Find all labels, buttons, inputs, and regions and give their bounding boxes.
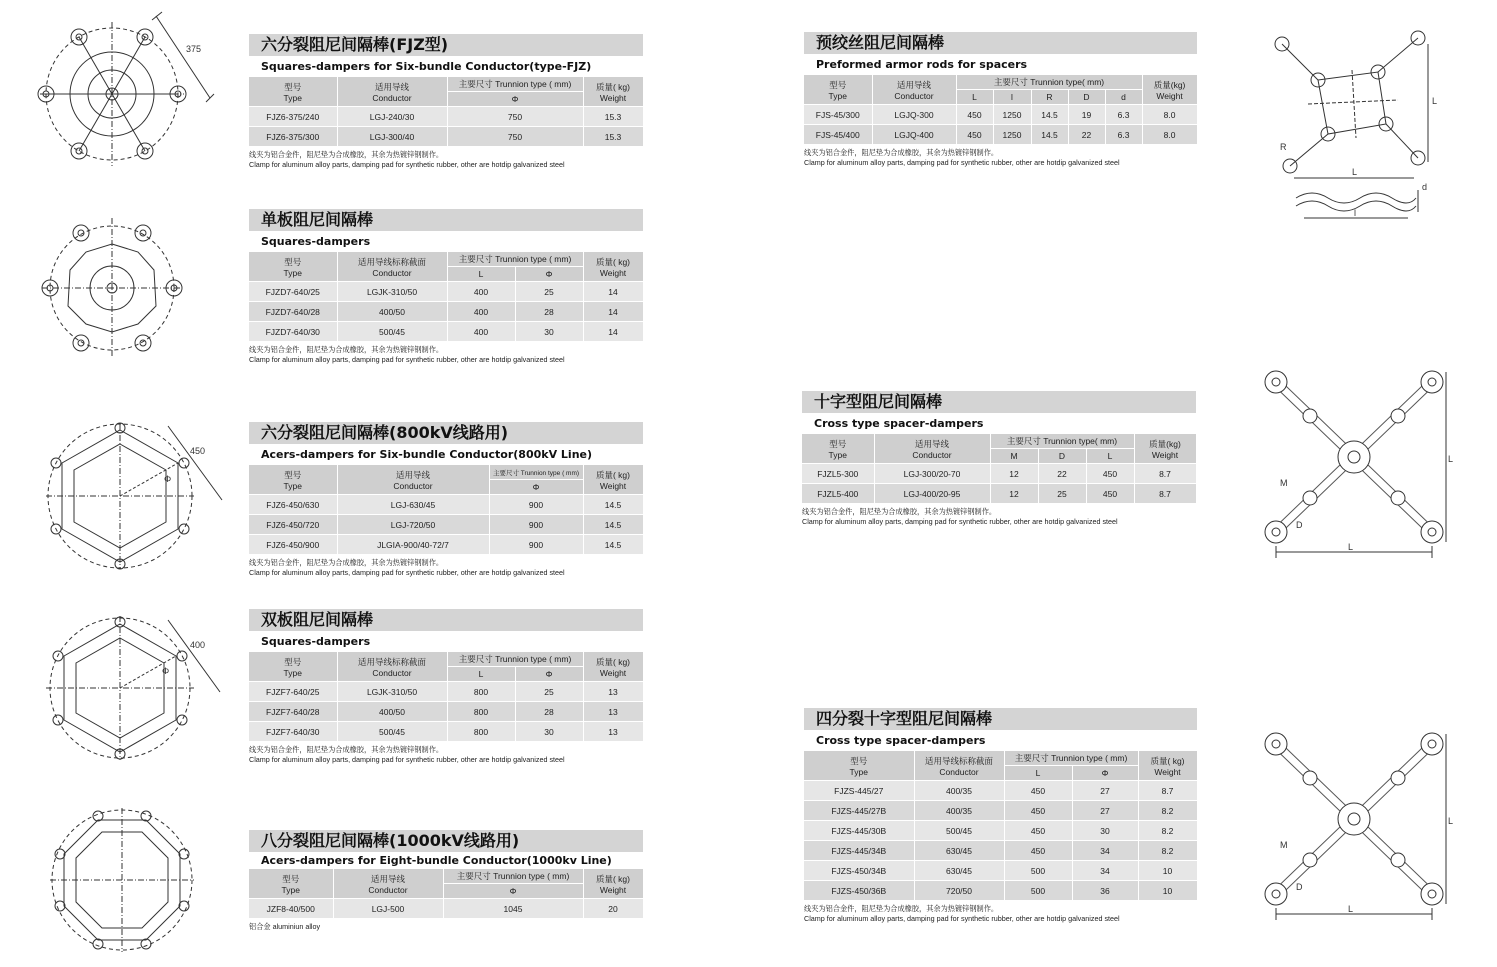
header-type: 型号 Type: [804, 75, 872, 105]
dimension-d-label: d: [1422, 182, 1428, 192]
header-D: D: [1038, 449, 1086, 464]
dimension-L2-label: L: [1348, 542, 1354, 552]
header-phi: Φ: [443, 884, 583, 899]
section-title: 预绞丝阻尼间隔棒: [804, 32, 1197, 54]
section-cross-type-spacer: [802, 391, 1196, 527]
dimension-L-label: L: [1448, 816, 1454, 826]
table-row: FJZD7-640/28 400/50 400 28 14: [249, 302, 643, 322]
dimension-label: 375: [186, 44, 202, 54]
header-dimensions: 主要尺寸 Trunnion type( mm): [956, 75, 1142, 90]
note: 线夹为铝合金件，阻尼垫为合成橡胶，其余为热镀锌钢制作。 Clamp for aluminum alloy parts, damping pad for synthetic rubber, other are hotdip galvanized steel: [249, 150, 565, 169]
note: 线夹为铝合金件，阻尼垫为合成橡胶，其余为热镀锌钢制作。 Clamp for aluminum alloy parts, damping pad for synthetic rubber, other are hotdip galvanized steel: [249, 745, 565, 764]
header-weight: 质量(kg) Weight: [1134, 434, 1196, 464]
header-conductor: 适用导线 Conductor: [337, 77, 447, 107]
table-row: FJZD7-640/30 500/45 400 30 14: [249, 322, 643, 342]
section-subtitle: Squares-dampers: [261, 635, 371, 648]
header-dimensions: 主要尺寸 Trunnion type ( mm): [443, 869, 583, 884]
spec-table: [249, 77, 644, 147]
header-dimensions: 主要尺寸 Trunnion type ( mm): [489, 465, 583, 480]
header-phi: Φ: [489, 480, 583, 495]
section-subtitle: Acers-dampers for Six-bundle Conductor(800kV Line): [261, 448, 593, 461]
dimension-L-label: L: [1448, 454, 1454, 464]
header-L: L: [447, 267, 515, 282]
header-type: 型号 Type: [802, 434, 874, 464]
table-row: JZF8-40/500 LGJ-500 1045 20: [249, 899, 643, 919]
header-type: 型号 Type: [249, 465, 337, 495]
phi-label: Φ: [162, 666, 170, 676]
header-conductor: 适用导线 Conductor: [872, 75, 956, 105]
section-1000kv-eight-bundle: [249, 830, 643, 932]
header-R: R: [1031, 90, 1068, 105]
header-conductor: 适用导线标称截面 Conductor: [914, 751, 1004, 781]
header-conductor: 适用导线 Conductor: [874, 434, 990, 464]
header-dimensions: 主要尺寸 Trunnion type ( mm): [447, 77, 583, 92]
table-row: FJZF7-640/25 LGJK-310/50 800 25 13: [249, 682, 643, 702]
table-row: FJZS-445/30B 500/45 450 30 8.2: [804, 821, 1197, 841]
table-row: FJZ6-450/630 LGJ-630/45 900 14.5: [249, 495, 643, 515]
table-row: FJZS-450/36B 720/50 500 36 10: [804, 881, 1197, 901]
header-L: L: [1004, 766, 1072, 781]
header-weight: 质量( kg) Weight: [583, 465, 643, 495]
header-type: 型号 Type: [249, 252, 337, 282]
section-subtitle: Acers-dampers for Eight-bundle Conductor(1000kv Line): [261, 854, 612, 867]
table-row: FJZL5-400 LGJ-400/20-95 12 25 450 8.7: [802, 484, 1196, 504]
header-type: 型号 Type: [249, 652, 337, 682]
dimension-D-label: D: [1296, 520, 1303, 530]
header-weight: 质量(kg) Weight: [1142, 75, 1197, 105]
header-l: l: [993, 90, 1031, 105]
drawing-fjz-six-bundle: [28, 8, 228, 178]
header-phi: Φ: [1072, 766, 1138, 781]
header-dimensions: 主要尺寸 Trunnion type ( mm): [1004, 751, 1138, 766]
header-phi: Φ: [515, 267, 583, 282]
section-title: 八分裂阻尼间隔棒(1000kV线路用): [249, 830, 643, 852]
header-conductor: 适用导线 Conductor: [337, 465, 489, 495]
section-single-plate-damper: [249, 209, 643, 365]
dimension-D-label: D: [1296, 882, 1303, 892]
drawing-single-plate-damper: [28, 208, 228, 368]
section-subtitle: Squares-dampers for Six-bundle Conductor(type-FJZ): [261, 60, 592, 73]
section-subtitle: Cross type spacer-dampers: [816, 734, 986, 747]
header-L: L: [1086, 449, 1134, 464]
header-type: 型号 Type: [249, 869, 333, 899]
drawing-four-bundle-cross-spacer: [1256, 722, 1456, 932]
header-L: L: [956, 90, 993, 105]
header-conductor: 适用导线 Conductor: [333, 869, 443, 899]
table-row: FJZ6-450/720 LGJ-720/50 900 14.5: [249, 515, 643, 535]
table-row: FJZS-445/27 400/35 450 27 8.7: [804, 781, 1197, 801]
table-row: FJZD7-640/25 LGJK-310/50 400 25 14: [249, 282, 643, 302]
spec-table: [804, 751, 1198, 901]
dimension-M-label: M: [1280, 840, 1288, 850]
spec-table: [249, 652, 644, 742]
table-row: FJZL5-300 LGJ-300/20-70 12 22 450 8.7: [802, 464, 1196, 484]
spec-table: [249, 869, 644, 919]
table-row: FJZ6-450/900 JLGIA-900/40-72/7 900 14.5: [249, 535, 643, 555]
header-weight: 质量( kg) Weight: [1138, 751, 1197, 781]
table-row: FJZF7-640/28 400/50 800 28 13: [249, 702, 643, 722]
header-L: L: [447, 667, 515, 682]
dimension-L2-label: L: [1348, 904, 1354, 914]
table-row: FJZ6-375/240 LGJ-240/30 750 15.3: [249, 107, 643, 127]
section-double-plate-damper: [249, 609, 643, 765]
header-phi: Φ: [447, 92, 583, 107]
section-subtitle: Cross type spacer-dampers: [814, 417, 984, 430]
note: 线夹为铝合金件，阻尼垫为合成橡胶，其余为热镀锌钢制作。 Clamp for aluminum alloy parts, damping pad for synthetic rubber, other are hotdip galvanized steel: [802, 507, 1118, 526]
section-title: 十字型阻尼间隔棒: [802, 391, 1196, 413]
header-weight: 质量( kg) Weight: [583, 652, 643, 682]
phi-label: Φ: [164, 474, 172, 484]
dimension-l-label: l: [1354, 208, 1356, 218]
note: 线夹为铝合金件，阻尼垫为合成橡胶，其余为热镀锌钢制作。 Clamp for aluminum alloy parts, damping pad for synthetic rubber, other are hotdip galvanized steel: [249, 558, 565, 577]
header-conductor: 适用导线标称截面 Conductor: [337, 252, 447, 282]
drawing-800kv-six-bundle: [28, 418, 228, 578]
dimension-L2-label: L: [1352, 167, 1358, 177]
header-dimensions: 主要尺寸 Trunnion type( mm): [990, 434, 1134, 449]
header-type: 型号 Type: [249, 77, 337, 107]
header-d: d: [1105, 90, 1142, 105]
section-subtitle: Preformed armor rods for spacers: [816, 58, 1028, 71]
header-dimensions: 主要尺寸 Trunnion type ( mm): [447, 652, 583, 667]
header-conductor: 适用导线标称截面 Conductor: [337, 652, 447, 682]
table-row: FJZF7-640/30 500/45 800 30 13: [249, 722, 643, 742]
table-row: FJZS-445/34B 630/45 450 34 8.2: [804, 841, 1197, 861]
drawing-cross-type-spacer: [1256, 360, 1456, 570]
header-weight: 质量( kg) Weight: [583, 252, 643, 282]
note: 线夹为铝合金件，阻尼垫为合成橡胶，其余为热镀锌钢制作。 Clamp for aluminum alloy parts, damping pad for synthetic rubber, other are hotdip galvanized steel: [804, 148, 1120, 167]
table-row: FJS-45/400 LGJQ-400 450 1250 14.5 22 6.3 8.0: [804, 125, 1197, 145]
spec-table: [249, 465, 644, 555]
table-row: FJZ6-375/300 LGJ-300/40 750 15.3: [249, 127, 643, 147]
table-row: FJS-45/300 LGJQ-300 450 1250 14.5 19 6.3 8.0: [804, 105, 1197, 125]
drawing-double-plate-damper: [28, 610, 228, 770]
spec-table: [802, 434, 1197, 504]
header-dimensions: 主要尺寸 Trunnion type ( mm): [447, 252, 583, 267]
header-D: D: [1068, 90, 1105, 105]
section-title: 六分裂阻尼间隔棒(FJZ型): [249, 34, 643, 56]
header-weight: 质量( kg) Weight: [583, 77, 643, 107]
note: 线夹为铝合金件，阻尼垫为合成橡胶，其余为热镀锌钢制作。 Clamp for aluminum alloy parts, damping pad for synthetic rubber, other are hotdip galvanized steel: [804, 904, 1120, 923]
section-preformed-armor-rods: [804, 32, 1197, 168]
dimension-label: 450: [190, 446, 206, 456]
header-type: 型号 Type: [804, 751, 914, 781]
dimension-R-label: R: [1280, 142, 1287, 152]
dimension-L-label: L: [1432, 96, 1438, 106]
drawing-preformed-armor-rods: [1268, 30, 1448, 230]
section-title: 六分裂阻尼间隔棒(800kV线路用): [249, 422, 643, 444]
section-four-bundle-cross-spacer: [804, 708, 1197, 924]
section-800kv-six-bundle: [249, 422, 643, 578]
spec-table: [804, 75, 1198, 145]
spec-table: [249, 252, 644, 342]
table-row: FJZS-445/27B 400/35 450 27 8.2: [804, 801, 1197, 821]
section-title: 四分裂十字型阻尼间隔棒: [804, 708, 1197, 730]
note: 铝合金 aluminiun alloy: [249, 922, 321, 931]
header-M: M: [990, 449, 1038, 464]
note: 线夹为铝合金件，阻尼垫为合成橡胶，其余为热镀锌钢制作。 Clamp for aluminum alloy parts, damping pad for synthetic rubber, other are hotdip galvanized steel: [249, 345, 565, 364]
dimension-M-label: M: [1280, 478, 1288, 488]
header-phi: Φ: [515, 667, 583, 682]
section-fjz-six-bundle: [249, 34, 643, 170]
header-weight: 质量( kg) Weight: [583, 869, 643, 899]
section-title: 双板阻尼间隔棒: [249, 609, 643, 631]
table-row: FJZS-450/34B 630/45 500 34 10: [804, 861, 1197, 881]
section-subtitle: Squares-dampers: [261, 235, 371, 248]
section-title: 单板阻尼间隔棒: [249, 209, 643, 231]
dimension-label: 400: [190, 640, 206, 650]
drawing-1000kv-eight-bundle: [28, 800, 228, 960]
